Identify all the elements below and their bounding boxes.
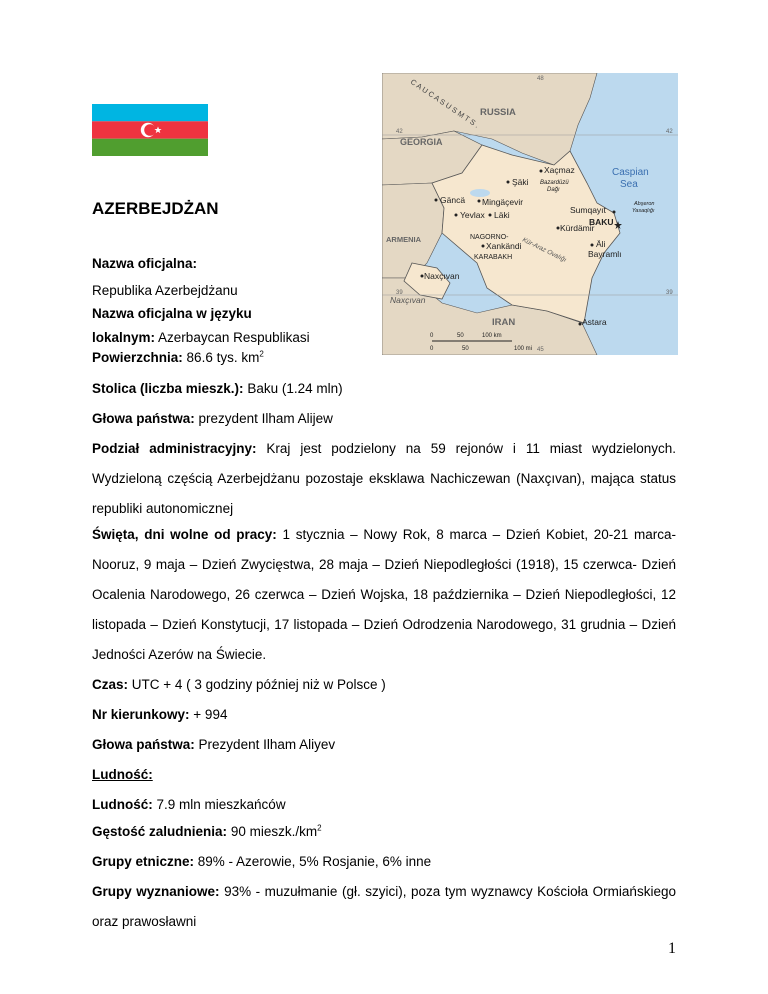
capital-row: Stolica (liczba mieszk.): Baku (1.24 mln)	[92, 381, 343, 396]
page-title: AZERBEJDŻAN	[92, 199, 219, 218]
map-label-astara: Astara	[582, 317, 607, 327]
map-label-absheron-2: Yasaqlığı	[632, 208, 655, 214]
map-lon-42: 42	[396, 129, 403, 135]
map-label-caspian-2: Sea	[620, 179, 638, 190]
map-label-sumqayit: Sumqayıt	[570, 205, 606, 215]
map-label-russia: RUSSIA	[480, 107, 516, 118]
map-label-georgia: GEORGIA	[400, 137, 443, 147]
admin-division-paragraph: Podział administracyjny: Kraj jest podzielony na 59 rejonów i 11 miast wydzielonych. Wydzieloną częścią Azerbejdżanu pozostaje eksklawa Nachiczewan (Naxçıvan), mająca status republiki autonomicznej	[92, 441, 676, 516]
religion-paragraph: Grupy wyznaniowe: 93% - muzułmanie (gł. szyici), poza tym wyznawcy Kościoła Ormiańskiego oraz prawosławni	[92, 884, 676, 929]
map-scale-100km: 100 km	[482, 333, 502, 339]
map-label-ganca: Gäncä	[440, 195, 466, 205]
map-scale-0mi: 0	[430, 346, 434, 352]
map-scale-50mi: 50	[462, 346, 469, 352]
map-scale-0km: 0	[430, 333, 434, 339]
map-lon-39: 39	[396, 290, 403, 296]
map-scale-50km: 50	[457, 333, 464, 339]
official-name-label: Nazwa oficjalna:	[92, 256, 198, 271]
azerbaijan-flag	[92, 104, 208, 156]
map-label-kurdamir: Kürdämir	[560, 223, 595, 233]
time-row: Czas: UTC + 4 ( 3 godziny później niż w Polsce )	[92, 677, 386, 692]
population-row: Ludność: 7.9 mln mieszkańców	[92, 797, 286, 812]
map-scale-100mi: 100 mi	[514, 346, 533, 352]
map-label-iran: IRAN	[492, 317, 516, 328]
page-number: 1	[668, 940, 676, 957]
map-label-xacmaz: Xaçmaz	[544, 165, 575, 175]
map-label-caucasus: C A U C A S U S M T S .	[408, 77, 481, 130]
map-label-naxcivan-city: Naxçıvan	[424, 271, 460, 281]
map-label-nagorno: NAGORNO-	[470, 234, 509, 241]
head-of-state-row-2: Głowa państwa: Prezydent Ilham Aliyev	[92, 737, 336, 752]
holidays-paragraph: Święta, dni wolne od pracy: 1 stycznia – Nowy Rok, 8 marca – Dzień Kobiet, 20-21 marca- Nooruz, 9 maja – Dzień Zwycięstwa, 28 maja – Dzień Niepodległości (1918), 15 czerwca- Dzień Ocalenia Narodowego, 26 czerwca – Dzień Wojska, 18 października – Dzień Niepodległości, 12 listopada – Dzień Konstytucji, 17 listopada – Dzień Odrodzenia Narodowego, 31 grudnia – Dzień Jedności Azerów na Świecie.	[92, 527, 676, 662]
map-label-bazarduzu-1: Bazardüzü	[540, 180, 569, 186]
map-label-armenia: ARMENIA	[386, 235, 421, 244]
map-label-laki: Läki	[494, 210, 510, 220]
dial-code-row: Nr kierunkowy: + 994	[92, 707, 228, 722]
local-name-label: Nazwa oficjalna w języku	[92, 306, 252, 321]
map-label-caspian-1: Caspian	[612, 167, 649, 178]
ethnic-groups-row: Grupy etniczne: 89% - Azerowie, 5% Rosjanie, 6% inne	[92, 854, 432, 869]
local-name-row: lokalnym: Azerbaycan Respublikasi	[92, 330, 310, 345]
official-name-value: Republika Azerbejdżanu	[92, 283, 238, 298]
density-row: Gęstość zaludnienia: 90 $mieszk./km^2$	[92, 823, 322, 839]
area-row: Powierzchnia: 86.6 tys. $km^2$	[92, 349, 264, 365]
map-label-karabakh: KARABAKH	[474, 254, 513, 261]
map-label-xankandi: Xankändi	[486, 241, 522, 251]
map-label-ali: Äli	[596, 239, 606, 249]
map-label-saki: Şäki	[512, 177, 529, 187]
map-label-baku: BAKU	[589, 217, 614, 227]
head-of-state-row: Głowa państwa: prezydent Ilham Alijew	[92, 411, 333, 426]
map-label-naxcivan-region: Naxçıvan	[390, 295, 426, 305]
map-label-absheron-1: Abşeron	[634, 201, 655, 207]
map-lon-45: 45	[537, 347, 544, 353]
map-label-mingacevir: Mingäçevir	[482, 197, 524, 207]
map-lon-48: 48	[537, 76, 544, 82]
map-label-kura: Kür-Araz Ovalığı	[521, 236, 568, 264]
map-label-bazarduzu-2: Dağı	[547, 187, 560, 193]
map-lat-39: 39	[666, 290, 673, 296]
map-label-yevlax: Yevlax	[460, 210, 485, 220]
population-heading: Ludność:	[92, 767, 153, 782]
azerbaijan-map	[382, 73, 678, 355]
map-label-bayramli: Bayramlı	[588, 249, 622, 259]
map-lat-42: 42	[666, 129, 673, 135]
